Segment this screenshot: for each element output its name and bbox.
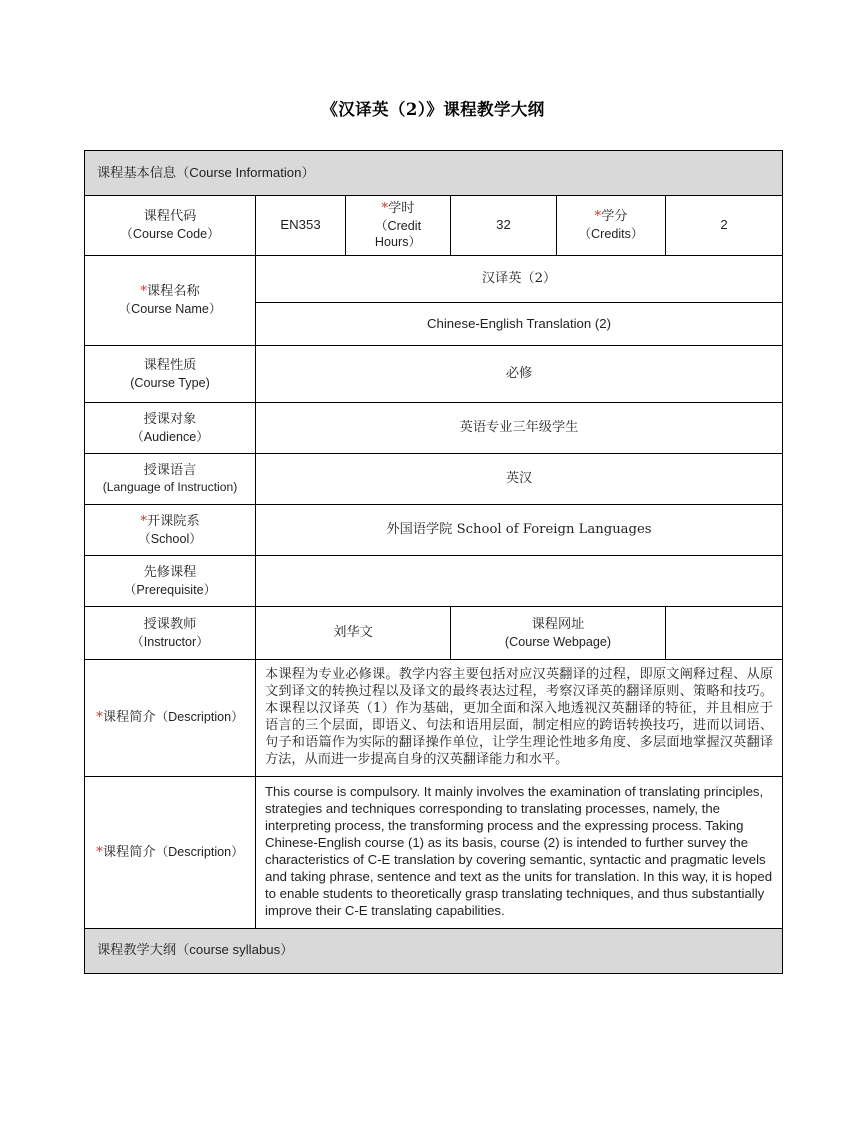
table-row-language-of-instruction	[85, 454, 783, 505]
school-label-cn: 开课院系	[146, 513, 200, 529]
language-of-instruction-label-en: (Language of Instruction)	[102, 479, 238, 494]
audience-value: 英语专业三年级学生	[256, 403, 783, 454]
school-label-en: （School）	[138, 531, 202, 546]
description-en-label-line	[89, 844, 251, 862]
required-marker-icon: *	[96, 710, 103, 726]
table-row-audience	[85, 403, 783, 454]
table-row-school	[85, 505, 783, 556]
section-footer-label: 课程教学大纲（course syllabus）	[85, 928, 783, 973]
instructor-label	[85, 607, 256, 660]
credit-hours-label-cn-line	[350, 201, 446, 218]
course-code-label-cn: 课程代码	[143, 209, 197, 225]
credit-hours-label-en-line2: Hours）	[374, 235, 422, 249]
section-header-label: 课程基本信息（Course Information）	[85, 151, 783, 196]
course-name-value-en: Chinese-English Translation (2)	[256, 303, 783, 346]
description-cn-label-cn: 课程简介	[102, 710, 156, 726]
course-name-value-cn: 汉译英（2）	[256, 256, 783, 303]
description-en-label-cn: 课程简介	[102, 844, 156, 860]
credits-label	[557, 196, 666, 256]
course-code-label	[85, 196, 256, 256]
credits-label-cn: 学分	[601, 209, 628, 225]
course-webpage-label-cn: 课程网址	[531, 616, 585, 632]
course-webpage-label-en: (Course Webpage)	[504, 634, 612, 649]
course-type-label	[85, 346, 256, 403]
description-cn-label-line	[89, 709, 251, 727]
description-cn-label	[85, 660, 256, 777]
school-label	[85, 505, 256, 556]
description-cn-label-en: （Description）	[155, 710, 244, 725]
required-marker-icon: *	[594, 209, 602, 225]
description-en-value: This course is compulsory. It mainly involves the examination of translating principles, strategies and techniques corresponding to translating processes, namely, the interpreting process, the transforming process and the expressing process. Taking Chinese-English course (1) as its basis, course (2) is intended to further survey the characteristics of C-E translation by covering semantic, syntactic and pragmatic levels and taking phrase, sentence and text as the units for translation. In this way, it is hoped to enable students to theoretically grasp translating techniques, and thus substantially improve their C-E translating capabilities.	[256, 777, 783, 928]
required-marker-icon: *	[140, 284, 147, 300]
required-marker-icon: *	[140, 513, 147, 529]
audience-label	[85, 403, 256, 454]
prerequisite-value	[256, 556, 783, 607]
credit-hours-label-en-line1: （Credit	[374, 218, 422, 233]
prerequisite-label	[85, 556, 256, 607]
language-of-instruction-label-cn: 授课语言	[143, 462, 197, 478]
course-webpage-label	[451, 607, 666, 660]
required-marker-icon: *	[96, 844, 103, 860]
instructor-label-cn: 授课教师	[143, 616, 197, 632]
table-section-header-row	[85, 151, 783, 196]
credits-label-cn-line	[561, 209, 661, 226]
table-row-description-cn	[85, 660, 783, 777]
table-row-description-en	[85, 777, 783, 928]
instructor-value: 刘华文	[256, 607, 451, 660]
description-en-label	[85, 777, 256, 928]
credits-label-en: （Credits）	[578, 226, 644, 241]
table-row-course-code	[85, 196, 783, 256]
course-code-label-en: （Course Code）	[120, 226, 220, 241]
course-name-label-cn-line	[89, 284, 251, 301]
description-cn-value: 本课程为专业必修课。教学内容主要包括对应汉英翻译的过程，即原文阐释过程、从原文到译文的转换过程以及译文的最终表达过程，考察汉译英的翻译原则、策略和技巧。本课程以汉译英（1）作为基础，更加全面和深入地透视汉英翻译的特征，并且相应于语言的三个层面，即语义、句法和语用层面，制定相应的跨语转换技巧，进而以词语、句子和语篇作为实际的翻译操作单位，让学生理论性地多角度、多层面地掌握汉英翻译方法，从而进一步提高自身的汉英翻译能力和水平。	[256, 660, 783, 777]
credit-hours-label	[346, 196, 451, 256]
language-of-instruction-value: 英汉	[256, 454, 783, 505]
page-title: 《汉译英（2）》课程教学大纲	[321, 100, 545, 119]
table-row-prerequisite	[85, 556, 783, 607]
prerequisite-label-en: （Prerequisite）	[123, 582, 217, 597]
course-type-value: 必修	[256, 346, 783, 403]
table-row-course-type	[85, 346, 783, 403]
table-section-footer-row	[85, 928, 783, 973]
course-type-label-en: (Course Type)	[130, 375, 210, 390]
course-name-label-en: （Course Name）	[118, 302, 222, 316]
prerequisite-label-cn: 先修课程	[143, 564, 197, 580]
school-value: 外国语学院 School of Foreign Languages	[256, 505, 783, 556]
school-label-cn-line	[89, 514, 251, 531]
credit-hours-label-cn: 学时	[388, 201, 415, 216]
instructor-label-en: （Instructor）	[131, 634, 209, 649]
credit-hours-value: 32	[451, 196, 557, 256]
course-name-label	[85, 256, 256, 346]
required-marker-icon: *	[381, 201, 389, 216]
course-code-value: EN353	[256, 196, 346, 256]
course-name-label-cn: 课程名称	[146, 284, 200, 300]
course-information-table	[84, 150, 783, 974]
table-row-course-name-cn	[85, 256, 783, 303]
course-webpage-value	[666, 607, 783, 660]
audience-label-cn: 授课对象	[143, 411, 197, 427]
audience-label-en: （Audience）	[131, 429, 209, 444]
language-of-instruction-label	[85, 454, 256, 505]
course-type-label-cn: 课程性质	[143, 357, 197, 373]
credits-value: 2	[666, 196, 783, 256]
table-row-instructor	[85, 607, 783, 660]
description-en-label-en: （Description）	[155, 844, 244, 859]
